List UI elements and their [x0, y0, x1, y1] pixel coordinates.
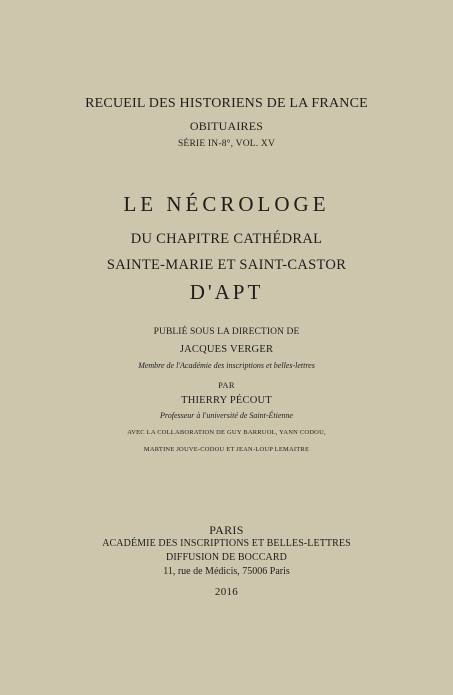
book-subtitle-line1: DU CHAPITRE CATHÉDRAL	[130, 231, 323, 247]
collaboration-line1: AVEC LA COLLABORATION DE GUY BARRUOL, YANN CODOU,	[127, 429, 326, 436]
par-label: PAR	[218, 380, 235, 390]
editor1-name: JACQUES VERGER	[179, 344, 274, 355]
book-title: LE NÉCROLOGE	[123, 192, 330, 216]
imprint-address: 11, rue de Médicis, 75006 Paris	[163, 566, 290, 577]
editor1-affiliation: Membre de l'Académie des inscriptions et belles-lettres	[138, 361, 315, 370]
book-subtitle-line2: SAINTE-MARIE ET SAINT-CASTOR	[106, 257, 347, 273]
series-volume: SÉRIE IN-8°, VOL. XV	[177, 139, 276, 149]
imprint-city: PARIS	[209, 523, 244, 537]
imprint-distribution: DIFFUSION DE BOCCARD	[166, 552, 287, 563]
editor2-name: THIERRY PÉCOUT	[181, 395, 272, 406]
book-place: D'APT	[189, 280, 264, 304]
direction-label: PUBLIÉ SOUS LA DIRECTION DE	[153, 327, 300, 337]
imprint-year: 2016	[214, 586, 239, 598]
series-subtitle: OBITUAIRES	[189, 119, 264, 133]
collaboration-line2: MARTINE JOUVE-CODOU ET JEAN-LOUP LEMAITRE	[143, 446, 310, 453]
editor2-affiliation: Professeur à l'université de Saint-Étienne	[160, 411, 293, 420]
series-title: RECUEIL DES HISTORIENS DE LA FRANCE	[85, 96, 368, 111]
imprint-publisher: ACADÉMIE DES INSCRIPTIONS ET BELLES-LETTRES	[102, 538, 351, 549]
